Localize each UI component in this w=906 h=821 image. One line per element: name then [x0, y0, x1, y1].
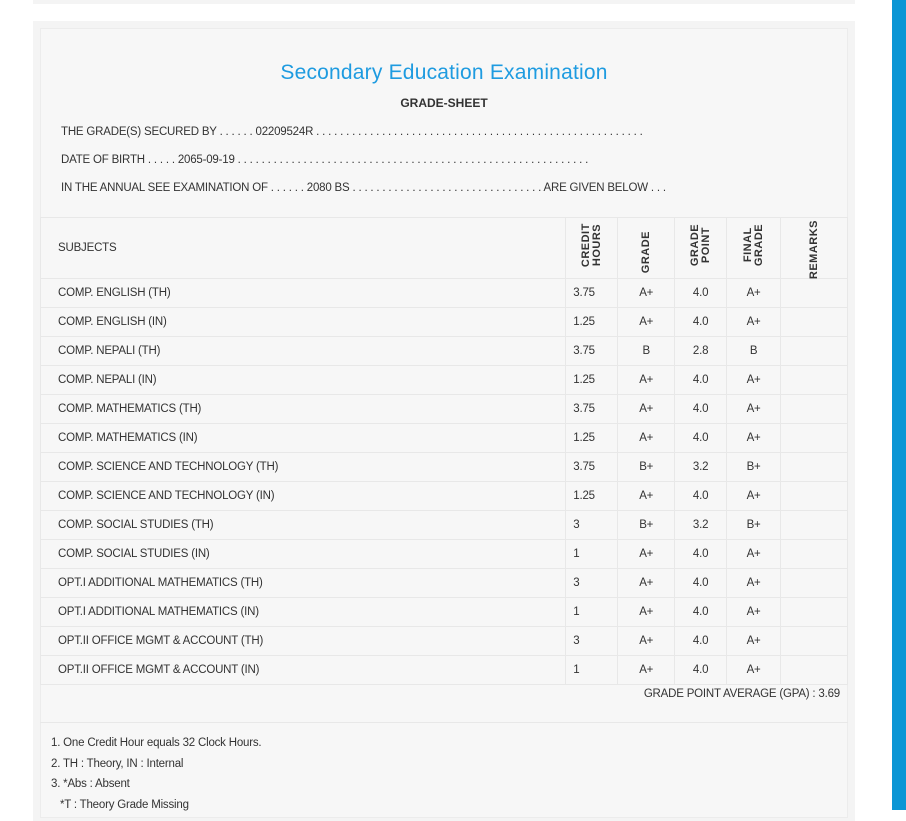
- grade-point-cell: 4.0: [675, 424, 727, 453]
- grade-cell: A+: [618, 482, 675, 511]
- exam-title: Secondary Education Examination: [280, 61, 608, 84]
- note: 1. One Credit Hour equals 32 Clock Hours.: [51, 737, 262, 749]
- grade-cell: B+: [618, 511, 675, 540]
- grade-point-cell: 3.2: [675, 453, 727, 482]
- credit-hours-cell: 1: [566, 540, 618, 569]
- subject-cell: COMP. ENGLISH (IN): [41, 308, 566, 337]
- grade-cell: A+: [618, 627, 675, 656]
- table-row: [41, 308, 848, 337]
- note: 2. TH : Theory, IN : Internal: [51, 757, 184, 770]
- table-row: [41, 540, 848, 569]
- grade-point-cell: 4.0: [675, 279, 727, 308]
- credit-hours-cell: 1: [566, 598, 618, 627]
- final-grade-cell: A+: [727, 627, 781, 656]
- grade-point-cell: 2.8: [675, 337, 727, 366]
- credit-hours-cell: 3.75: [566, 337, 618, 366]
- grade-cell: A+: [618, 424, 675, 453]
- credit-hours-cell: 3: [566, 569, 618, 598]
- table-row: [41, 337, 848, 366]
- grade-point-cell: 4.0: [675, 569, 727, 598]
- right-scroll-strip: [892, 0, 906, 810]
- remarks-cell: [781, 598, 848, 627]
- grade-cell: A+: [618, 569, 675, 598]
- header-final-grade: FINAL GRADE: [727, 218, 781, 279]
- table-row: [41, 453, 848, 482]
- final-grade-cell: A+: [727, 395, 781, 424]
- remarks-cell: [781, 308, 848, 337]
- remarks-cell: [781, 540, 848, 569]
- gpa-row: [40, 666, 848, 723]
- subject-cell: COMP. SOCIAL STUDIES (TH): [41, 511, 566, 540]
- subject-cell: OPT.I ADDITIONAL MATHEMATICS (IN): [41, 598, 566, 627]
- grades-table: [40, 217, 848, 685]
- subject-cell: COMP. SCIENCE AND TECHNOLOGY (TH): [41, 453, 566, 482]
- remarks-cell: [781, 337, 848, 366]
- table-row: [41, 569, 848, 598]
- notes: [51, 733, 261, 815]
- grade-point-cell: 4.0: [675, 366, 727, 395]
- grade-point-cell: 4.0: [675, 656, 727, 685]
- header-remarks: REMARKS: [781, 218, 848, 279]
- remarks-cell: [781, 482, 848, 511]
- gradesheet-heading: GRADE-SHEET: [400, 96, 488, 110]
- final-grade-cell: A+: [727, 656, 781, 685]
- table-row: [41, 279, 848, 308]
- grade-point-cell: 4.0: [675, 598, 727, 627]
- secured-by-line: THE GRADE(S) SECURED BY . . . . . . 02209524R . . . . . . . . . . . . . . . . . . . . . . . . . . . . . . . . . . . . . . . . . . . . . . . . . . . . . . .: [61, 126, 643, 138]
- credit-hours-cell: 1.25: [566, 424, 618, 453]
- remarks-cell: [781, 569, 848, 598]
- table-row: [41, 627, 848, 656]
- subject-cell: COMP. NEPALI (TH): [41, 337, 566, 366]
- table-row: [41, 482, 848, 511]
- header-subjects: SUBJECTS: [41, 218, 566, 279]
- grade-cell: A+: [618, 308, 675, 337]
- remarks-cell: [781, 279, 848, 308]
- credit-hours-cell: 1.25: [566, 366, 618, 395]
- grade-point-cell: 4.0: [675, 627, 727, 656]
- final-grade-cell: A+: [727, 308, 781, 337]
- remarks-cell: [781, 395, 848, 424]
- table-row: [41, 424, 848, 453]
- grade-cell: B: [618, 337, 675, 366]
- grade-cell: A+: [618, 279, 675, 308]
- table-header-row: [41, 218, 848, 279]
- final-grade-cell: A+: [727, 482, 781, 511]
- credit-hours-cell: 3.75: [566, 395, 618, 424]
- header-grade: GRADE: [618, 218, 675, 279]
- subject-cell: COMP. NEPALI (IN): [41, 366, 566, 395]
- grade-cell: B+: [618, 453, 675, 482]
- remarks-cell: [781, 453, 848, 482]
- credit-hours-cell: 3.75: [566, 279, 618, 308]
- credit-hours-cell: 1: [566, 656, 618, 685]
- table-row: [41, 366, 848, 395]
- subject-cell: COMP. SCIENCE AND TECHNOLOGY (IN): [41, 482, 566, 511]
- subject-cell: COMP. MATHEMATICS (TH): [41, 395, 566, 424]
- header-grade-point: GRADE POINT: [675, 218, 727, 279]
- gpa-value: GRADE POINT AVERAGE (GPA) : 3.69: [643, 688, 840, 700]
- final-grade-cell: B+: [727, 511, 781, 540]
- final-grade-cell: A+: [727, 279, 781, 308]
- subject-cell: OPT.I ADDITIONAL MATHEMATICS (TH): [41, 569, 566, 598]
- remarks-cell: [781, 627, 848, 656]
- subject-cell: OPT.II OFFICE MGMT & ACCOUNT (IN): [41, 656, 566, 685]
- grade-point-cell: 4.0: [675, 540, 727, 569]
- final-grade-cell: A+: [727, 540, 781, 569]
- final-grade-cell: A+: [727, 598, 781, 627]
- subject-cell: COMP. MATHEMATICS (IN): [41, 424, 566, 453]
- exam-line: IN THE ANNUAL SEE EXAMINATION OF . . . . . . 2080 BS . . . . . . . . . . . . . . . . . . . . . . . . . . . . . . . . ARE GIVEN BELOW . . .: [61, 182, 666, 194]
- subject-cell: OPT.II OFFICE MGMT & ACCOUNT (TH): [41, 627, 566, 656]
- grade-cell: A+: [618, 366, 675, 395]
- table-row: [41, 511, 848, 540]
- credit-hours-cell: 3.75: [566, 453, 618, 482]
- remarks-cell: [781, 511, 848, 540]
- credit-hours-cell: 1.25: [566, 482, 618, 511]
- grade-cell: A+: [618, 395, 675, 424]
- grade-point-cell: 3.2: [675, 511, 727, 540]
- final-grade-cell: A+: [727, 366, 781, 395]
- subject-cell: COMP. SOCIAL STUDIES (IN): [41, 540, 566, 569]
- subject-cell: COMP. ENGLISH (TH): [41, 279, 566, 308]
- remarks-cell: [781, 366, 848, 395]
- final-grade-cell: A+: [727, 424, 781, 453]
- credit-hours-cell: 1.25: [566, 308, 618, 337]
- table-row: [41, 598, 848, 627]
- grade-cell: A+: [618, 656, 675, 685]
- top-bar: [33, 0, 855, 4]
- credit-hours-cell: 3: [566, 627, 618, 656]
- grade-cell: A+: [618, 540, 675, 569]
- remarks-cell: [781, 424, 848, 453]
- note: *T : Theory Grade Missing: [51, 798, 189, 811]
- credit-hours-cell: 3: [566, 511, 618, 540]
- dob-line: DATE OF BIRTH . . . . . 2065-09-19 . . . . . . . . . . . . . . . . . . . . . . . . . . . . . . . . . . . . . . . . . . . . . . . . . . . . . . . . . . .: [61, 154, 589, 166]
- header-credit-hours: CREDIT HOURS: [566, 218, 618, 279]
- grade-cell: A+: [618, 598, 675, 627]
- final-grade-cell: B: [727, 337, 781, 366]
- note: 3. *Abs : Absent: [51, 778, 130, 790]
- final-grade-cell: A+: [727, 569, 781, 598]
- grade-point-cell: 4.0: [675, 308, 727, 337]
- final-grade-cell: B+: [727, 453, 781, 482]
- table-row: [41, 395, 848, 424]
- grade-point-cell: 4.0: [675, 482, 727, 511]
- grade-point-cell: 4.0: [675, 395, 727, 424]
